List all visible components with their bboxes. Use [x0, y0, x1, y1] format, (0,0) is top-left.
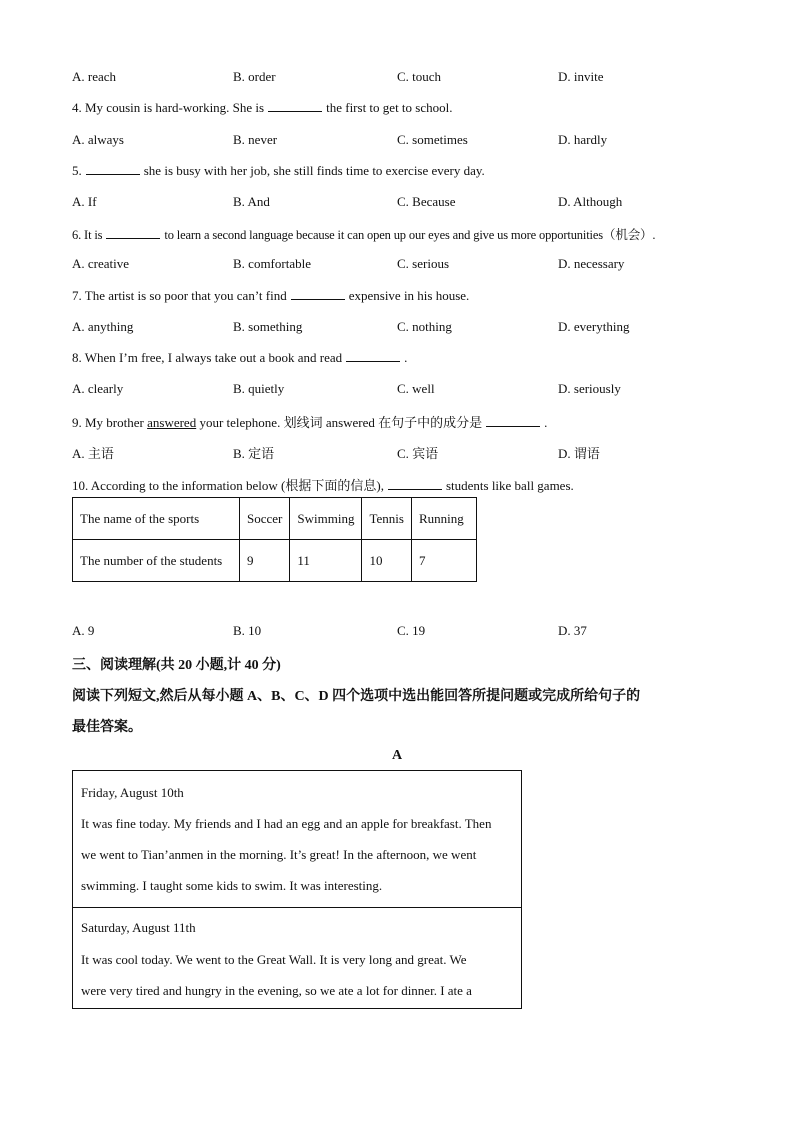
q7-option-c: C. nothing: [397, 319, 452, 334]
entry-text: were very tired and hungry in the evening, so we ate a lot for dinner. I ate a: [81, 983, 472, 998]
table-row: [73, 498, 477, 540]
q5-option-b: B. And: [233, 194, 270, 209]
entry-text: It was cool today. We went to the Great Wall. It is very long and great. We: [81, 952, 467, 967]
table-cell: Tennis: [362, 498, 411, 540]
q6-option-a: A. creative: [72, 256, 130, 271]
q6-option-b: B. comfortable: [233, 256, 311, 271]
sports-table: [72, 497, 477, 582]
q7-question: 7. The artist is so poor that you can’t find expensive in his house.: [72, 288, 470, 303]
answer-blank: [486, 415, 540, 427]
answer-blank: [291, 288, 345, 300]
q9-option-d: D. 谓语: [558, 446, 600, 461]
q5-question: 5. she is busy with her job, she still finds time to exercise every day.: [72, 163, 485, 178]
q10-option-c: C. 19: [397, 623, 426, 638]
q8-question: 8. When I’m free, I always take out a book and read .: [72, 350, 408, 365]
table-cell: The name of the sports: [73, 498, 240, 540]
q9-options: [72, 443, 722, 459]
table-cell: 11: [290, 540, 362, 582]
q8-options: [72, 381, 722, 397]
table-cell: 7: [411, 540, 476, 582]
table-row: [73, 540, 477, 582]
entry-text: we went to Tian’anmen in the morning. It’s great! In the afternoon, we went: [81, 847, 477, 862]
diary-box: [72, 770, 522, 1009]
q4-option-a: A. always: [72, 132, 124, 147]
q5-option-d: D. Although: [558, 194, 623, 209]
q10-option-b: B. 10: [233, 623, 262, 638]
q10-option-d: D. 37: [558, 623, 587, 638]
q5-option-c: C. Because: [397, 194, 456, 209]
q3-option-c: C. touch: [397, 69, 442, 84]
q4-option-d: D. hardly: [558, 132, 608, 147]
q8-option-d: D. seriously: [558, 381, 621, 396]
q3-option-a: A. reach: [72, 69, 117, 84]
q3-option-b: B. order: [233, 69, 276, 84]
q3-options: [72, 69, 722, 85]
table-cell: Soccer: [240, 498, 290, 540]
q6-options: [72, 256, 722, 272]
q8-option-b: B. quietly: [233, 381, 285, 396]
diary-entry: [73, 907, 521, 1009]
q9-option-b: B. 定语: [233, 446, 275, 461]
q6-option-d: D. necessary: [558, 256, 625, 271]
diary-entry: [73, 771, 521, 908]
section-instruction: 阅读下列短文,然后从每小题 A、B、C、D 四个选项中选出能回答所提问题或完成所给句子的: [72, 689, 641, 704]
answer-blank: [388, 478, 442, 490]
q7-option-a: A. anything: [72, 319, 134, 334]
answer-blank: [106, 227, 160, 239]
table-cell: Swimming: [290, 498, 362, 540]
section-heading: 三、阅读理解(共 20 小题,计 40 分): [72, 658, 281, 673]
q3-option-d: D. invite: [558, 69, 604, 84]
answer-blank: [268, 100, 322, 112]
q4-question: 4. My cousin is hard-working. She is the first to get to school.: [72, 100, 453, 115]
q8-option-a: A. clearly: [72, 381, 124, 396]
q6-option-c: C. serious: [397, 256, 449, 271]
q8-option-c: C. well: [397, 381, 435, 396]
passage-letter: A: [391, 748, 403, 763]
entry-text: swimming. I taught some kids to swim. It was interesting.: [81, 878, 383, 893]
q9-question: 9. My brother answered your telephone. 划线词 answered 在句子中的成分是 .: [72, 415, 548, 430]
underlined-word: answered: [147, 415, 197, 430]
q10-question: 10. According to the information below (根据下面的信息), students like ball games.: [72, 478, 574, 493]
entry-date: Friday, August 10th: [81, 785, 184, 800]
answer-blank: [346, 350, 400, 362]
table-cell: Running: [411, 498, 476, 540]
table-cell: The number of the students: [73, 540, 240, 582]
answer-blank: [86, 163, 140, 175]
table-cell: 10: [362, 540, 411, 582]
entry-date: Saturday, August 11th: [81, 920, 196, 935]
table-cell: 9: [240, 540, 290, 582]
q9-option-a: A. 主语: [72, 446, 114, 461]
q7-options: [72, 319, 722, 335]
q7-option-b: B. something: [233, 319, 303, 334]
q7-option-d: D. everything: [558, 319, 630, 334]
q10-options: [72, 623, 722, 639]
q5-option-a: A. If: [72, 194, 97, 209]
q6-question: 6. It is to learn a second language because it can open up our eyes and give us more opportunities（机会）.: [72, 228, 656, 242]
q5-options: [72, 194, 722, 210]
q9-option-c: C. 宾语: [397, 446, 439, 461]
section-instruction-cont: 最佳答案。: [72, 720, 142, 735]
q4-option-b: B. never: [233, 132, 278, 147]
entry-text: It was fine today. My friends and I had an egg and an apple for breakfast. Then: [81, 816, 492, 831]
q10-option-a: A. 9: [72, 623, 95, 638]
q4-options: [72, 132, 722, 148]
q4-option-c: C. sometimes: [397, 132, 468, 147]
